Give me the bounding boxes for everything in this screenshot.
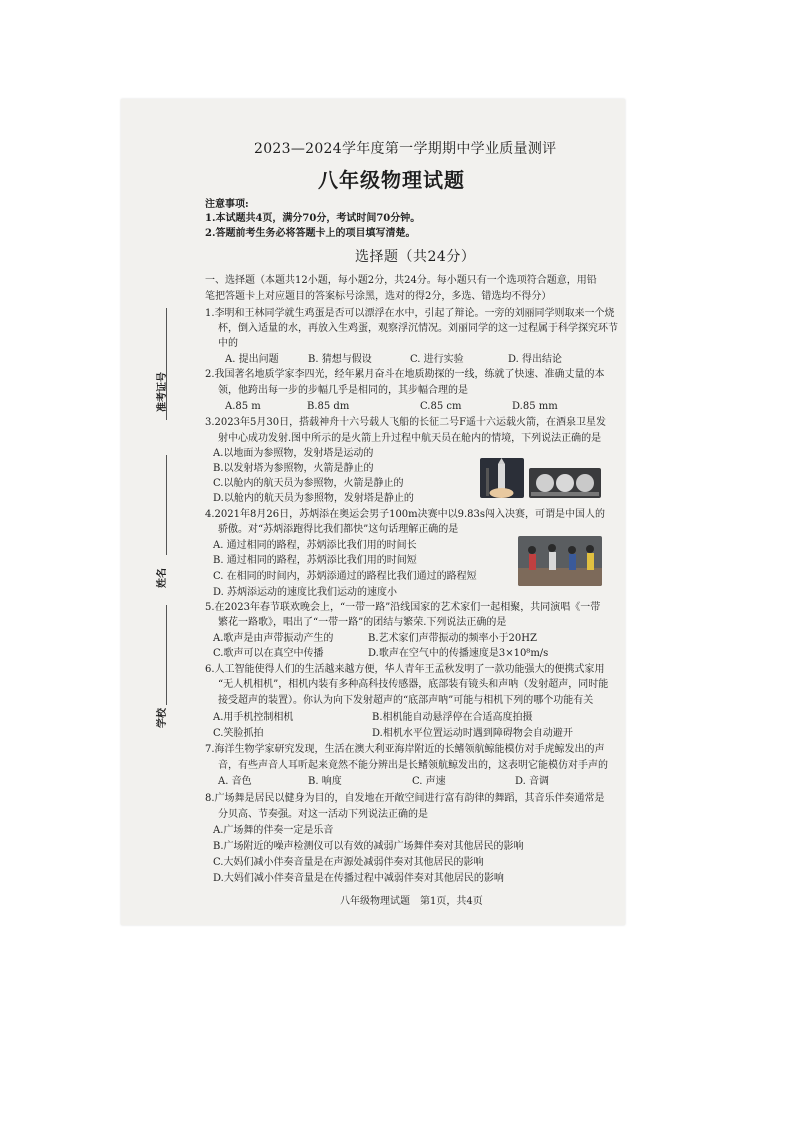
question-8-option-d[interactable]: D.大妈们减小伴奏音量是在传播过程中减弱伴奏对其他居民的影响 <box>213 873 504 884</box>
question-2-option-d[interactable]: D.85 mm <box>512 401 558 412</box>
question-7-text: 音，有些声音人耳听起来竟然不能分辨出是长鳍领航鲸发出的，这表明它能模仿对手声的 <box>218 760 608 771</box>
exam-title: 2023—2024学年度第一学期期中学业质量测评 <box>254 141 557 157</box>
question-8-text: 分贝高、节奏强。对这一活动下列说法正确的是 <box>218 809 428 820</box>
question-1-option-c[interactable]: C. 进行实验 <box>410 354 464 365</box>
question-2-option-b[interactable]: B.85 dm <box>307 401 350 412</box>
question-3-text: 3.2023年5月30日，搭载神舟十六号载人飞船的长征二号F遥十六运载火箭，在酒泉卫星发 <box>205 417 607 428</box>
question-5-text: 繁花一路歌》，唱出了“一带一路”的团结与繁荣.下列说法正确的是 <box>218 617 507 628</box>
question-6-text: 6.人工智能使得人们的生活越来越方便，华人青年王孟秋发明了一款功能强大的便携式家用 <box>205 664 605 675</box>
school-label: 学校 <box>157 708 168 728</box>
question-5-option-c[interactable]: C.歌声可以在真空中传播 <box>213 648 324 659</box>
question-7-option-a[interactable]: A. 音色 <box>218 776 252 787</box>
question-4-option-c[interactable]: C. 在相同的时间内，苏炳添通过的路程比我们通过的路程短 <box>213 571 477 582</box>
section-title: 选择题（共24分） <box>355 249 476 265</box>
question-6-option-d[interactable]: D.相机水平位置运动时遇到障碍物会自动避开 <box>372 728 573 739</box>
question-5-option-b[interactable]: B.艺术家们声带振动的频率小于20HZ <box>368 633 537 644</box>
question-8-option-c[interactable]: C.大妈们减小伴奏音量是在声源处减弱伴奏对其他居民的影响 <box>213 857 484 868</box>
question-4-text: 骄傲。对“苏炳添跑得比我们都快”这句话理解正确的是 <box>218 524 459 535</box>
question-2-option-a[interactable]: A.85 m <box>225 401 261 412</box>
question-1-option-a[interactable]: A. 提出问题 <box>225 354 279 365</box>
question-7-text: 7.海洋生物学家研究发现，生活在澳大利亚海岸附近的长鳍领航鲸能模仿对手虎鲸发出的声 <box>205 744 605 755</box>
name-label: 姓名 <box>157 568 168 588</box>
question-1-text: 1.李明和王林同学就生鸡蛋是否可以漂浮在水中，引起了辩论。一旁的刘丽同学则取来一个烧 <box>205 308 615 319</box>
question-3-option-c[interactable]: C.以舱内的航天员为参照物，火箭是静止的 <box>213 478 404 489</box>
question-8-option-b[interactable]: B.广场附近的噪声检测仪可以有效的减弱广场舞伴奏对其他居民的影响 <box>213 841 524 852</box>
question-4-option-b[interactable]: B. 通过相同的路程，苏炳添比我们用的时间短 <box>213 555 417 566</box>
notes-heading: 注意事项: <box>205 199 249 210</box>
page-footer: 八年级物理试题 第1页，共4页 <box>340 896 483 907</box>
question-8-option-a[interactable]: A.广场舞的伴奏一定是乐音 <box>213 825 334 836</box>
question-7-option-c[interactable]: C. 声速 <box>412 776 446 787</box>
question-4-option-d[interactable]: D. 苏炳添运动的速度比我们运动的速度小 <box>213 587 398 598</box>
question-6-text: “无人机相机”，相机内装有多种高科技传感器，底部装有镜头和声呐（发射超声，同时能 <box>218 679 609 690</box>
question-3-option-d[interactable]: D.以舱内的航天员为参照物，发射塔是静止的 <box>213 493 414 504</box>
binding-line <box>166 455 167 555</box>
question-6-option-b[interactable]: B.相机能自动悬浮停在合适高度拍摄 <box>372 712 533 723</box>
question-2-option-c[interactable]: C.85 cm <box>420 401 462 412</box>
question-8-text: 8.广场舞是居民以健身为目的，自发地在开敞空间进行富有韵律的舞蹈，其音乐伴奏通常是 <box>205 793 605 804</box>
question-3-text: 射中心成功发射.图中所示的是火箭上升过程中航天员在舱内的情境，下列说法正确的是 <box>218 433 602 444</box>
section-instruction: 笔把答题卡上对应题目的答案标号涂黑，选对的得2分，多选、错选均不得分） <box>205 291 552 302</box>
question-6-text: 接受超声的装置）。你认为向下发射超声的“底部声呐”可能与相机下列的哪个功能有关 <box>218 695 594 706</box>
astronauts-cabin-photo <box>529 468 601 498</box>
rocket-launch-photo <box>480 458 524 498</box>
question-5-text: 5.在2023年春节联欢晚会上，“一带一路”沿线国家的艺术家们一起相聚，共同演唱《一带 <box>205 602 601 613</box>
exam-subject-title: 八年级物理试题 <box>318 168 465 192</box>
question-1-option-d[interactable]: D. 得出结论 <box>508 354 563 365</box>
question-5-option-a[interactable]: A.歌声是由声带振动产生的 <box>213 633 334 644</box>
question-3-option-b[interactable]: B.以发射塔为参照物，火箭是静止的 <box>213 463 374 474</box>
question-1-text: 中的 <box>218 338 238 349</box>
binding-line <box>166 605 167 705</box>
note-item: 1.本试题共4页，满分70分，考试时间70分钟。 <box>205 213 421 224</box>
question-6-option-a[interactable]: A.用手机控制相机 <box>213 712 294 723</box>
question-3-option-a[interactable]: A.以地面为参照物，发射塔是运动的 <box>213 448 374 459</box>
sprinters-race-photo <box>518 536 602 586</box>
question-4-option-a[interactable]: A. 通过相同的路程，苏炳添比我们用的时间长 <box>213 540 417 551</box>
question-4-text: 4.2021年8月26日，苏炳添在奥运会男子100m决赛中以9.83s闯入决赛，可谓是中国人的 <box>205 509 606 520</box>
question-7-option-d[interactable]: D. 音调 <box>515 776 550 787</box>
question-1-text: 杯，倒入适量的水，再放入生鸡蛋，观察浮沉情况。刘丽同学的这一过程属于科学探究环节 <box>218 323 618 334</box>
note-item: 2.答题前考生务必将答题卡上的项目填写清楚。 <box>205 228 416 239</box>
question-2-text: 2.我国著名地质学家李四光，经年累月奋斗在地质勘探的一线，练就了快速、准确丈量的本 <box>205 369 605 380</box>
question-6-option-c[interactable]: C.笑脸抓拍 <box>213 728 264 739</box>
question-2-text: 领，他跨出每一步的步幅几乎是相同的，其步幅合理的是 <box>218 385 468 396</box>
question-7-option-b[interactable]: B. 响度 <box>308 776 342 787</box>
question-5-option-d[interactable]: D.歌声在空气中的传播速度是3×10⁸m/s <box>368 648 549 659</box>
section-instruction: 一、选择题（本题共12小题，每小题2分，共24分。每小题只有一个选项符合题意，用铅 <box>205 275 597 286</box>
question-1-option-b[interactable]: B. 猜想与假设 <box>308 354 372 365</box>
exam-id-label: 准考证号 <box>157 372 168 412</box>
